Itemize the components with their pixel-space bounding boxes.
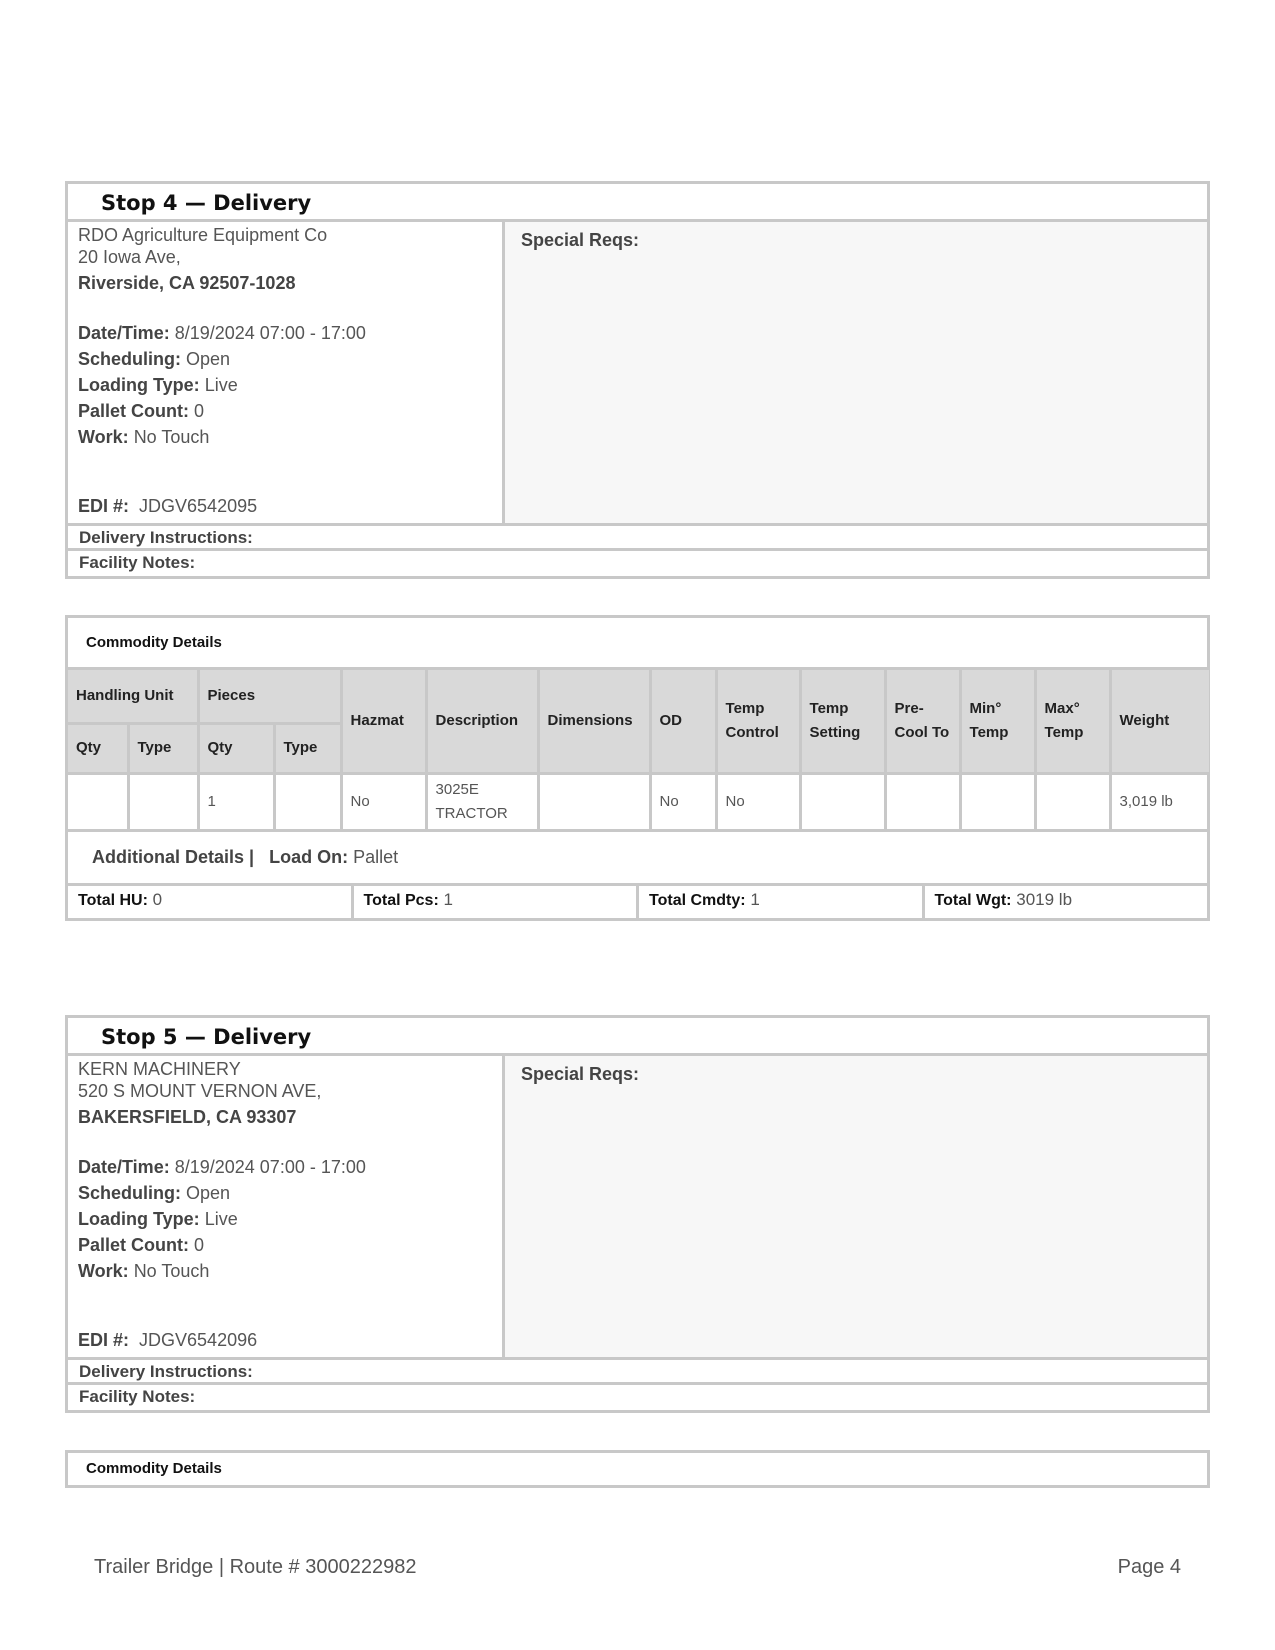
stop-title: Stop 5 — Delivery — [68, 1018, 1207, 1056]
description-header: Description — [426, 670, 538, 773]
load-on-label: Load On: — [269, 846, 349, 867]
pallet-count-row — [78, 1232, 492, 1258]
scheduling-row — [78, 1180, 492, 1206]
facility-notes: Facility Notes: — [79, 553, 196, 572]
commodity-table — [68, 670, 1209, 832]
hazmat-header: Hazmat — [341, 670, 426, 773]
date-time-row — [78, 1154, 492, 1180]
edi-value: JDGV6542095 — [139, 496, 258, 516]
stop-title: Stop 4 — Delivery — [68, 184, 1207, 222]
pallet-count-value: 0 — [194, 1235, 205, 1255]
company-name: KERN MACHINERY — [78, 1059, 241, 1079]
scheduling-value: Open — [186, 349, 231, 369]
temp-control-cell: No — [716, 773, 800, 830]
pallet-count-label: Pallet Count: — [78, 401, 189, 421]
city-state-zip: Riverside, CA 92507-1028 — [78, 273, 296, 293]
pieces-type-header: Type — [274, 723, 341, 773]
totals-row — [68, 886, 1207, 918]
stop-5-card — [65, 1015, 1210, 1413]
pieces-type-cell — [274, 773, 341, 830]
edi-label: EDI #: — [78, 496, 130, 516]
edi-label: EDI #: — [78, 1330, 130, 1350]
special-reqs-label: Special Reqs: — [521, 1064, 640, 1084]
delivery-instructions: Delivery Instructions: — [68, 1360, 1207, 1385]
additional-details-label: Additional Details | — [92, 846, 255, 867]
total-cmdty — [639, 886, 925, 918]
stop-address-panel — [68, 1056, 505, 1357]
commodity-details-title: Commodity Details — [86, 1460, 222, 1477]
temp-control-header: Temp Control — [716, 670, 800, 773]
hu-type-cell — [128, 773, 198, 830]
work-value: No Touch — [133, 427, 210, 447]
pieces-qty-header: Qty — [198, 723, 274, 773]
work-label: Work: — [78, 427, 129, 447]
company-name: RDO Agriculture Equipment Co — [78, 225, 328, 245]
min-temp-header: Min° Temp — [960, 670, 1035, 773]
od-cell: No — [650, 773, 716, 830]
work-row — [78, 1258, 492, 1284]
stop-4-card — [65, 181, 1210, 579]
special-reqs-panel — [505, 1056, 1207, 1357]
commodity-details-card — [65, 615, 1210, 921]
hu-qty-header: Qty — [68, 723, 128, 773]
pre-cool-header: Pre-Cool To — [885, 670, 960, 773]
pallet-count-row — [78, 398, 492, 424]
additional-details-row — [68, 832, 1207, 886]
description-cell: 3025E TRACTOR — [426, 773, 538, 830]
date-time-row — [78, 320, 492, 346]
max-temp-cell — [1035, 773, 1110, 830]
special-reqs-panel — [505, 222, 1207, 523]
total-hu — [68, 886, 354, 918]
total-cmdty-value: 1 — [750, 889, 760, 909]
total-wgt — [925, 886, 1208, 918]
loading-type-value: Live — [204, 1209, 238, 1229]
loading-type-row — [78, 1206, 492, 1232]
handling-unit-header: Handling Unit — [68, 670, 198, 723]
scheduling-label: Scheduling: — [78, 1183, 181, 1203]
work-value: No Touch — [133, 1261, 210, 1281]
delivery-instructions: Delivery Instructions: — [68, 526, 1207, 551]
date-time-label: Date/Time: — [78, 323, 170, 343]
commodity-details-title: Commodity Details — [68, 618, 1207, 670]
special-reqs-label: Special Reqs: — [521, 230, 640, 250]
work-label: Work: — [78, 1261, 129, 1281]
scheduling-label: Scheduling: — [78, 349, 181, 369]
total-hu-label: Total HU: — [78, 891, 148, 909]
pieces-qty-cell: 1 — [198, 773, 274, 830]
hu-qty-cell — [68, 773, 128, 830]
total-wgt-label: Total Wgt: — [934, 891, 1012, 909]
pre-cool-cell — [885, 773, 960, 830]
total-cmdty-label: Total Cmdty: — [649, 891, 746, 909]
temp-setting-header: Temp Setting — [800, 670, 885, 773]
min-temp-cell — [960, 773, 1035, 830]
loading-type-label: Loading Type: — [78, 1209, 200, 1229]
stop-body — [68, 1056, 1207, 1360]
max-temp-header: Max° Temp — [1035, 670, 1110, 773]
scheduling-row — [78, 346, 492, 372]
loading-type-label: Loading Type: — [78, 375, 200, 395]
facility-notes: Facility Notes: — [79, 1387, 196, 1406]
edi-row — [78, 495, 257, 517]
street-address: 20 Iowa Ave, — [78, 247, 181, 267]
commodity-details-card — [65, 1450, 1210, 1488]
pieces-header: Pieces — [198, 670, 341, 723]
loading-type-value: Live — [204, 375, 238, 395]
hu-type-header: Type — [128, 723, 198, 773]
work-row — [78, 424, 492, 450]
load-on-value: Pallet — [353, 846, 399, 867]
hazmat-cell: No — [341, 773, 426, 830]
table-row — [68, 773, 1209, 830]
loading-type-row — [78, 372, 492, 398]
street-address: 520 S MOUNT VERNON AVE, — [78, 1081, 322, 1101]
stop-body — [68, 222, 1207, 526]
pallet-count-value: 0 — [194, 401, 205, 421]
dimensions-header: Dimensions — [538, 670, 650, 773]
total-wgt-value: 3019 lb — [1016, 889, 1073, 909]
edi-row — [78, 1329, 257, 1351]
footer-route: Trailer Bridge | Route # 3000222982 — [94, 1556, 417, 1578]
total-pcs-value: 1 — [443, 889, 453, 909]
footer-page-number: Page 4 — [1117, 1556, 1181, 1578]
date-time-value: 8/19/2024 07:00 - 17:00 — [174, 323, 366, 343]
dimensions-cell — [538, 773, 650, 830]
total-pcs — [354, 886, 640, 918]
city-state-zip: BAKERSFIELD, CA 93307 — [78, 1107, 297, 1127]
pallet-count-label: Pallet Count: — [78, 1235, 189, 1255]
od-header: OD — [650, 670, 716, 773]
date-time-label: Date/Time: — [78, 1157, 170, 1177]
edi-value: JDGV6542096 — [139, 1330, 258, 1350]
scheduling-value: Open — [186, 1183, 231, 1203]
total-pcs-label: Total Pcs: — [363, 891, 439, 909]
temp-setting-cell — [800, 773, 885, 830]
weight-cell: 3,019 lb — [1110, 773, 1209, 830]
total-hu-value: 0 — [152, 889, 163, 909]
date-time-value: 8/19/2024 07:00 - 17:00 — [174, 1157, 366, 1177]
stop-address-panel — [68, 222, 505, 523]
weight-header: Weight — [1110, 670, 1209, 773]
